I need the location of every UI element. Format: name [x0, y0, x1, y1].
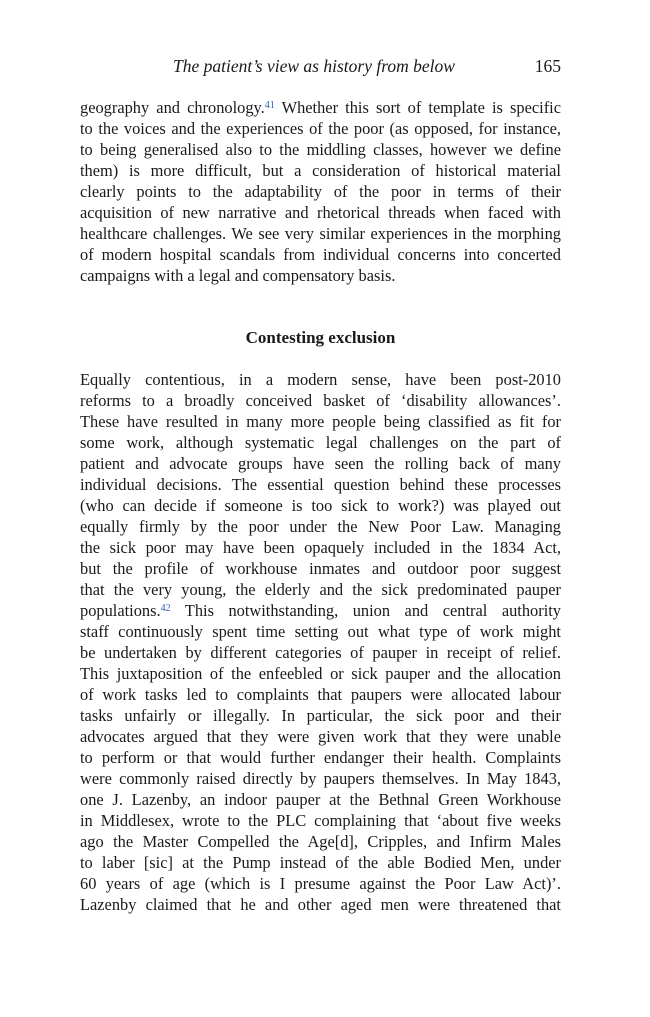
- text-span: Whether this sort of template is specific: [274, 98, 561, 117]
- section-heading: Contesting exclusion: [245, 328, 396, 347]
- text-line: acquisition of new narrative and rhetorical threads when faced with: [80, 203, 561, 222]
- text-line: tasks unfairly or illegally. In particular, the sick poor and their: [80, 706, 561, 725]
- text-line: ago the Master Compelled the Age[d], Cripples, and Infirm Males: [80, 832, 561, 851]
- text-line: to being generalised also to the middling classes, however we define: [80, 140, 561, 159]
- text-line: 60 years of age (which is I presume against the Poor Law Act)’.: [80, 874, 561, 893]
- text-line: to the voices and the experiences of the poor (as opposed, for instance,: [80, 119, 561, 138]
- paragraph-2: [80, 369, 561, 915]
- text-line: be undertaken by different categories of pauper in receipt of relief.: [80, 643, 561, 662]
- text-line: but the profile of workhouse inmates and outdoor poor suggest: [80, 559, 561, 578]
- paragraph-1: [80, 97, 561, 286]
- text-line: some work, although systematic legal challenges on the part of: [80, 433, 561, 452]
- text-line: Lazenby claimed that he and other aged men were threatened that: [80, 895, 561, 914]
- text-line: of modern hospital scandals from individual concerns into concerted: [80, 245, 561, 264]
- text-span: geography and chronology.: [80, 98, 265, 117]
- text-span: This notwithstanding, union and central authority: [170, 601, 561, 620]
- text-line: them) is more difficult, but a consideration of historical material: [80, 161, 561, 180]
- text-line: [80, 600, 561, 621]
- text-line: equally firmly by the poor under the New Poor Law. Managing: [80, 517, 561, 536]
- text-line: to perform or that would further endanger their health. Complaints: [80, 748, 561, 767]
- text-line: of work tasks led to complaints that paupers were allocated labour: [80, 685, 561, 704]
- page-number: 165: [534, 56, 561, 76]
- running-title: The patient’s view as history from below: [173, 56, 455, 76]
- text-line: to laber [sic] at the Pump instead of the able Bodied Men, under: [80, 853, 561, 872]
- text-line: This juxtaposition of the enfeebled or sick pauper and the allocation: [80, 664, 561, 683]
- footnote-ref-42[interactable]: 42: [160, 603, 171, 614]
- text-line: Equally contentious, in a modern sense, have been post-2010: [80, 370, 561, 389]
- text-line: [80, 97, 561, 118]
- text-line: that the very young, the elderly and the sick predominated pauper: [80, 580, 561, 599]
- text-line: clearly points to the adaptability of the poor in terms of their: [80, 182, 561, 201]
- text-line: were commonly raised directly by paupers themselves. In May 1843,: [80, 769, 561, 788]
- text-span: populations.: [80, 601, 161, 620]
- text-line: the sick poor may have been opaquely included in the 1834 Act,: [80, 538, 561, 557]
- running-header: [80, 56, 561, 80]
- text-line: advocates argued that they were given work that they were unable: [80, 727, 561, 746]
- text-line: healthcare challenges. We see very similar experiences in the morphing: [80, 224, 561, 243]
- text-line: individual decisions. The essential question behind these processes: [80, 475, 561, 494]
- text-line: in Middlesex, wrote to the PLC complaining that ‘about five weeks: [80, 811, 561, 830]
- footnote-ref-41[interactable]: 41: [264, 100, 275, 111]
- text-line: These have resulted in many more people being classified as fit for: [80, 412, 561, 431]
- text-line: staff continuously spent time setting out what type of work might: [80, 622, 561, 641]
- text-line: reforms to a broadly conceived basket of ‘disability allowances’.: [80, 391, 561, 410]
- text-line: one J. Lazenby, an indoor pauper at the Bethnal Green Workhouse: [80, 790, 561, 809]
- text-line: patient and advocate groups have seen the rolling back of many: [80, 454, 561, 473]
- text-line: (who can decide if someone is too sick to work?) was played out: [80, 496, 561, 515]
- text-line: campaigns with a legal and compensatory basis.: [80, 266, 396, 285]
